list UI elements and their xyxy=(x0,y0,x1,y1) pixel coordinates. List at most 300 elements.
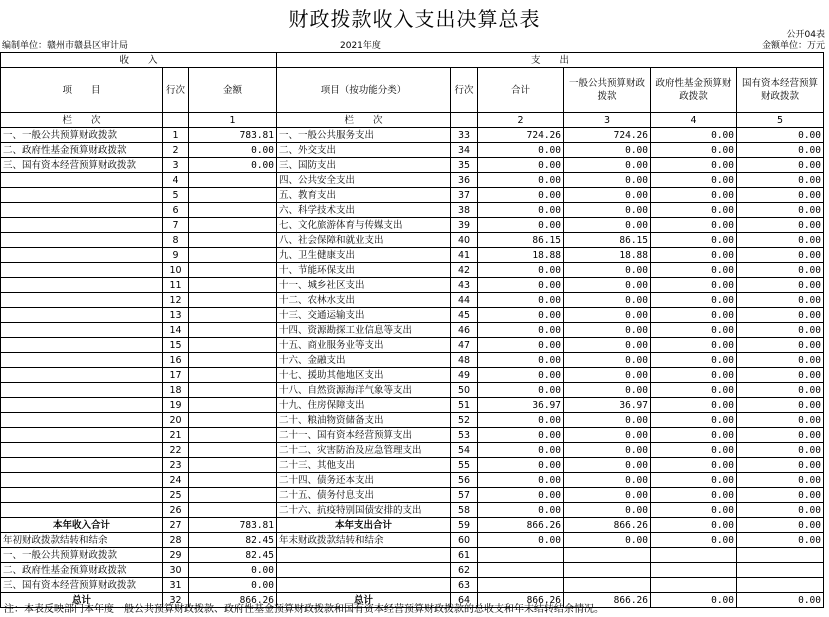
expense-item: 二十五、债务付息支出 xyxy=(277,488,451,503)
general-amount: 0.00 xyxy=(564,338,651,353)
general-amount: 0.00 xyxy=(564,263,651,278)
general-amount: 0.00 xyxy=(564,428,651,443)
income-header: 收 入 xyxy=(1,53,277,68)
expense-line-no: 63 xyxy=(451,578,478,593)
total-amount: 0.00 xyxy=(478,353,564,368)
table-row xyxy=(1,428,824,443)
income-line-no: 9 xyxy=(163,248,189,263)
expense-line-no: 36 xyxy=(451,173,478,188)
income-item xyxy=(1,443,163,458)
total-amount xyxy=(478,563,564,578)
expense-line-no: 60 xyxy=(451,533,478,548)
soe-amount: 0.00 xyxy=(737,473,824,488)
gov-fund-amount: 0.00 xyxy=(651,173,737,188)
income-amount: 0.00 xyxy=(189,563,277,578)
expense-line-no: 62 xyxy=(451,563,478,578)
total-header: 合计 xyxy=(478,68,564,113)
soe-amount: 0.00 xyxy=(737,503,824,518)
soe-amount xyxy=(737,563,824,578)
soe-amount: 0.00 xyxy=(737,518,824,533)
income-line-no: 16 xyxy=(163,353,189,368)
soe-amount: 0.00 xyxy=(737,278,824,293)
expense-line-no: 50 xyxy=(451,383,478,398)
table-row xyxy=(1,488,824,503)
total-amount: 0.00 xyxy=(478,173,564,188)
total-amount: 0.00 xyxy=(478,203,564,218)
expense-line-header: 行次 xyxy=(451,68,478,113)
soe-amount: 0.00 xyxy=(737,443,824,458)
column-blank xyxy=(451,113,478,128)
income-item xyxy=(1,458,163,473)
gov-fund-amount: 0.00 xyxy=(651,338,737,353)
table-row xyxy=(1,143,824,158)
income-item: 二、政府性基金预算财政拨款 xyxy=(1,143,163,158)
expense-item: 三、国防支出 xyxy=(277,158,451,173)
soe-amount: 0.00 xyxy=(737,233,824,248)
income-amount: 783.81 xyxy=(189,128,277,143)
form-code: 公开04表 xyxy=(786,30,825,40)
soe-amount: 0.00 xyxy=(737,293,824,308)
income-item xyxy=(1,413,163,428)
expense-item: 二十四、债务还本支出 xyxy=(277,473,451,488)
total-amount: 0.00 xyxy=(478,533,564,548)
column-5: 5 xyxy=(737,113,824,128)
soe-amount: 0.00 xyxy=(737,128,824,143)
column-3: 3 xyxy=(564,113,651,128)
gov-fund-amount: 0.00 xyxy=(651,218,737,233)
income-line-no: 12 xyxy=(163,293,189,308)
soe-amount: 0.00 xyxy=(737,158,824,173)
soe-amount: 0.00 xyxy=(737,533,824,548)
general-amount: 866.26 xyxy=(564,593,651,608)
expense-item: 四、公共安全支出 xyxy=(277,173,451,188)
total-amount: 0.00 xyxy=(478,263,564,278)
table-row xyxy=(1,233,824,248)
general-amount xyxy=(564,578,651,593)
income-amount xyxy=(189,323,277,338)
soe-amount: 0.00 xyxy=(737,488,824,503)
expense-line-no: 37 xyxy=(451,188,478,203)
table-row xyxy=(1,188,824,203)
general-amount: 0.00 xyxy=(564,413,651,428)
column-label-expense: 栏 次 xyxy=(277,113,451,128)
income-item: 二、政府性基金预算财政拨款 xyxy=(1,563,163,578)
income-item xyxy=(1,233,163,248)
total-amount xyxy=(478,578,564,593)
income-line-no: 32 xyxy=(163,593,189,608)
income-item xyxy=(1,173,163,188)
income-line-no: 15 xyxy=(163,338,189,353)
expense-item: 二十三、其他支出 xyxy=(277,458,451,473)
gov-fund-amount: 0.00 xyxy=(651,188,737,203)
column-2: 2 xyxy=(478,113,564,128)
table-row xyxy=(1,473,824,488)
income-item xyxy=(1,473,163,488)
total-amount: 0.00 xyxy=(478,143,564,158)
income-amount xyxy=(189,413,277,428)
column-1: 1 xyxy=(189,113,277,128)
income-amount xyxy=(189,218,277,233)
expense-item: 十八、自然资源海洋气象等支出 xyxy=(277,383,451,398)
expense-line-no: 64 xyxy=(451,593,478,608)
soe-amount: 0.00 xyxy=(737,383,824,398)
income-item xyxy=(1,353,163,368)
gov-fund-amount: 0.00 xyxy=(651,458,737,473)
income-item xyxy=(1,203,163,218)
income-amount xyxy=(189,353,277,368)
expense-item: 十二、农林水支出 xyxy=(277,293,451,308)
general-amount: 0.00 xyxy=(564,293,651,308)
soe-amount: 0.00 xyxy=(737,353,824,368)
table-row xyxy=(1,443,824,458)
income-item xyxy=(1,503,163,518)
income-line-no: 20 xyxy=(163,413,189,428)
gov-fund-amount: 0.00 xyxy=(651,488,737,503)
income-amount xyxy=(189,173,277,188)
table-row xyxy=(1,503,824,518)
table-row xyxy=(1,548,824,563)
soe-amount: 0.00 xyxy=(737,338,824,353)
expense-item: 二十二、灾害防治及应急管理支出 xyxy=(277,443,451,458)
gov-fund-amount: 0.00 xyxy=(651,323,737,338)
income-item xyxy=(1,263,163,278)
income-line-no: 4 xyxy=(163,173,189,188)
income-item: 一、一般公共预算财政拨款 xyxy=(1,548,163,563)
expense-item: 十三、交通运输支出 xyxy=(277,308,451,323)
gov-fund-amount: 0.00 xyxy=(651,308,737,323)
income-line-no: 22 xyxy=(163,443,189,458)
general-amount: 0.00 xyxy=(564,473,651,488)
column-blank xyxy=(163,113,189,128)
income-item xyxy=(1,218,163,233)
header-row-2 xyxy=(1,68,824,113)
expense-line-no: 44 xyxy=(451,293,478,308)
income-line-no: 5 xyxy=(163,188,189,203)
general-amount: 0.00 xyxy=(564,203,651,218)
income-item xyxy=(1,368,163,383)
total-amount: 866.26 xyxy=(478,518,564,533)
expense-line-no: 49 xyxy=(451,368,478,383)
general-amount: 0.00 xyxy=(564,443,651,458)
income-line-no: 13 xyxy=(163,308,189,323)
income-line-no: 29 xyxy=(163,548,189,563)
income-amount: 866.26 xyxy=(189,593,277,608)
expense-item: 本年支出合计 xyxy=(277,518,451,533)
gov-fund-amount: 0.00 xyxy=(651,503,737,518)
table-row xyxy=(1,413,824,428)
general-amount: 0.00 xyxy=(564,188,651,203)
expense-line-no: 61 xyxy=(451,548,478,563)
income-amount xyxy=(189,383,277,398)
total-amount: 724.26 xyxy=(478,128,564,143)
income-amount xyxy=(189,308,277,323)
table-row xyxy=(1,308,824,323)
expense-item: 十五、商业服务业等支出 xyxy=(277,338,451,353)
expense-item: 八、社会保障和就业支出 xyxy=(277,233,451,248)
income-line-no: 27 xyxy=(163,518,189,533)
general-amount xyxy=(564,563,651,578)
table-row xyxy=(1,248,824,263)
expense-line-no: 40 xyxy=(451,233,478,248)
total-amount: 0.00 xyxy=(478,338,564,353)
soe-amount: 0.00 xyxy=(737,593,824,608)
general-amount: 36.97 xyxy=(564,398,651,413)
soe-amount xyxy=(737,578,824,593)
total-amount: 0.00 xyxy=(478,428,564,443)
income-item xyxy=(1,248,163,263)
currency-unit: 金额单位：万元 xyxy=(761,41,825,51)
gov-fund-header: 政府性基金预算财政拨款 xyxy=(651,68,737,113)
gov-fund-amount: 0.00 xyxy=(651,398,737,413)
income-amount-header: 金额 xyxy=(189,68,277,113)
gov-fund-amount: 0.00 xyxy=(651,593,737,608)
expense-item xyxy=(277,548,451,563)
total-amount: 0.00 xyxy=(478,323,564,338)
income-line-no: 3 xyxy=(163,158,189,173)
soe-amount: 0.00 xyxy=(737,203,824,218)
table-row xyxy=(1,533,824,548)
income-line-no: 18 xyxy=(163,383,189,398)
soe-amount: 0.00 xyxy=(737,368,824,383)
footnote: 注：本表反映部门本年度一般公共预算财政拨款、政府性基金预算财政拨款和国有资本经营预算财政拨款的总收支和年末结转结余情况。 xyxy=(4,604,604,615)
expense-item: 二、外交支出 xyxy=(277,143,451,158)
table-row xyxy=(1,218,824,233)
expense-item: 九、卫生健康支出 xyxy=(277,248,451,263)
table-row xyxy=(1,203,824,218)
expense-line-no: 58 xyxy=(451,503,478,518)
gov-fund-amount: 0.00 xyxy=(651,203,737,218)
income-amount: 0.00 xyxy=(189,143,277,158)
income-line-no: 14 xyxy=(163,323,189,338)
expense-item: 七、文化旅游体育与传媒支出 xyxy=(277,218,451,233)
income-item: 年初财政拨款结转和结余 xyxy=(1,533,163,548)
income-line-no: 25 xyxy=(163,488,189,503)
report-title: 财政拨款收入支出决算总表 xyxy=(288,7,541,31)
expense-item: 十四、资源勘探工业信息等支出 xyxy=(277,323,451,338)
expense-header: 支 出 xyxy=(277,53,824,68)
income-amount xyxy=(189,248,277,263)
total-amount: 0.00 xyxy=(478,158,564,173)
general-amount: 0.00 xyxy=(564,143,651,158)
total-amount: 86.15 xyxy=(478,233,564,248)
expense-line-no: 38 xyxy=(451,203,478,218)
general-amount: 0.00 xyxy=(564,158,651,173)
table-row xyxy=(1,263,824,278)
expense-item: 二十、粮油物资储备支出 xyxy=(277,413,451,428)
income-item xyxy=(1,338,163,353)
total-amount: 18.88 xyxy=(478,248,564,263)
soe-amount: 0.00 xyxy=(737,188,824,203)
gov-fund-amount: 0.00 xyxy=(651,143,737,158)
general-amount: 724.26 xyxy=(564,128,651,143)
gov-fund-amount xyxy=(651,563,737,578)
gov-fund-amount: 0.00 xyxy=(651,128,737,143)
table-row xyxy=(1,338,824,353)
expense-item: 十七、援助其他地区支出 xyxy=(277,368,451,383)
table-row xyxy=(1,458,824,473)
expense-item: 年末财政拨款结转和结余 xyxy=(277,533,451,548)
total-amount: 0.00 xyxy=(478,293,564,308)
income-line-no: 7 xyxy=(163,218,189,233)
expense-item xyxy=(277,563,451,578)
table-row xyxy=(1,128,824,143)
total-amount: 0.00 xyxy=(478,188,564,203)
total-amount: 0.00 xyxy=(478,488,564,503)
table-row xyxy=(1,158,824,173)
total-amount: 0.00 xyxy=(478,218,564,233)
income-amount: 0.00 xyxy=(189,158,277,173)
income-line-no: 11 xyxy=(163,278,189,293)
expense-line-no: 54 xyxy=(451,443,478,458)
income-line-no: 28 xyxy=(163,533,189,548)
income-amount xyxy=(189,338,277,353)
expense-line-no: 34 xyxy=(451,143,478,158)
income-item xyxy=(1,428,163,443)
general-amount: 0.00 xyxy=(564,383,651,398)
income-item xyxy=(1,323,163,338)
income-line-no: 31 xyxy=(163,578,189,593)
expense-item-header: 项目（按功能分类） xyxy=(277,68,451,113)
expense-item: 十九、住房保障支出 xyxy=(277,398,451,413)
gov-fund-amount: 0.00 xyxy=(651,473,737,488)
income-line-no: 19 xyxy=(163,398,189,413)
income-amount: 0.00 xyxy=(189,578,277,593)
general-amount: 0.00 xyxy=(564,503,651,518)
soe-amount: 0.00 xyxy=(737,323,824,338)
gov-fund-amount: 0.00 xyxy=(651,293,737,308)
general-amount: 0.00 xyxy=(564,308,651,323)
income-item xyxy=(1,383,163,398)
total-amount: 0.00 xyxy=(478,473,564,488)
budget-table xyxy=(0,52,824,608)
table-row xyxy=(1,563,824,578)
soe-amount: 0.00 xyxy=(737,248,824,263)
income-line-no: 30 xyxy=(163,563,189,578)
general-amount xyxy=(564,548,651,563)
gov-fund-amount: 0.00 xyxy=(651,383,737,398)
gov-fund-amount: 0.00 xyxy=(651,278,737,293)
income-amount xyxy=(189,188,277,203)
expense-item: 十六、金融支出 xyxy=(277,353,451,368)
general-amount: 0.00 xyxy=(564,533,651,548)
table-row xyxy=(1,383,824,398)
gov-fund-amount: 0.00 xyxy=(651,158,737,173)
table-row xyxy=(1,518,824,533)
total-amount xyxy=(478,548,564,563)
gov-fund-amount: 0.00 xyxy=(651,518,737,533)
soe-amount: 0.00 xyxy=(737,413,824,428)
total-amount: 0.00 xyxy=(478,308,564,323)
general-amount: 0.00 xyxy=(564,488,651,503)
income-item: 本年收入合计 xyxy=(1,518,163,533)
general-amount: 0.00 xyxy=(564,218,651,233)
income-item: 三、国有资本经营预算财政拨款 xyxy=(1,578,163,593)
income-line-no: 21 xyxy=(163,428,189,443)
soe-amount: 0.00 xyxy=(737,143,824,158)
expense-item xyxy=(277,578,451,593)
general-amount: 0.00 xyxy=(564,368,651,383)
income-amount: 783.81 xyxy=(189,518,277,533)
income-line-no: 6 xyxy=(163,203,189,218)
income-item xyxy=(1,308,163,323)
gov-fund-amount xyxy=(651,548,737,563)
soe-amount: 0.00 xyxy=(737,428,824,443)
expense-line-no: 51 xyxy=(451,398,478,413)
gov-fund-amount xyxy=(651,578,737,593)
expense-item: 五、教育支出 xyxy=(277,188,451,203)
column-index-row xyxy=(1,113,824,128)
general-amount: 0.00 xyxy=(564,458,651,473)
gov-fund-amount: 0.00 xyxy=(651,368,737,383)
income-amount: 82.45 xyxy=(189,548,277,563)
income-amount xyxy=(189,203,277,218)
unit-label: 编制单位：赣州市赣县区审计局 xyxy=(2,41,129,51)
income-line-no: 23 xyxy=(163,458,189,473)
gov-fund-amount: 0.00 xyxy=(651,413,737,428)
expense-line-no: 46 xyxy=(451,323,478,338)
general-amount: 0.00 xyxy=(564,353,651,368)
general-amount: 0.00 xyxy=(564,323,651,338)
table-row xyxy=(1,293,824,308)
expense-item: 六、科学技术支出 xyxy=(277,203,451,218)
expense-line-no: 55 xyxy=(451,458,478,473)
income-item xyxy=(1,398,163,413)
total-amount: 0.00 xyxy=(478,413,564,428)
soe-amount: 0.00 xyxy=(737,263,824,278)
income-item: 总计 xyxy=(1,593,163,608)
income-line-no: 1 xyxy=(163,128,189,143)
expense-line-no: 39 xyxy=(451,218,478,233)
gov-fund-amount: 0.00 xyxy=(651,263,737,278)
total-amount: 0.00 xyxy=(478,368,564,383)
general-amount: 0.00 xyxy=(564,278,651,293)
total-amount: 0.00 xyxy=(478,443,564,458)
expense-line-no: 42 xyxy=(451,263,478,278)
income-amount xyxy=(189,488,277,503)
income-amount xyxy=(189,458,277,473)
expense-line-no: 45 xyxy=(451,308,478,323)
income-amount xyxy=(189,473,277,488)
expense-line-no: 53 xyxy=(451,428,478,443)
income-line-no: 8 xyxy=(163,233,189,248)
total-amount: 0.00 xyxy=(478,458,564,473)
general-amount: 86.15 xyxy=(564,233,651,248)
income-line-no: 24 xyxy=(163,473,189,488)
gov-fund-amount: 0.00 xyxy=(651,233,737,248)
income-amount xyxy=(189,293,277,308)
column-label: 栏 次 xyxy=(1,113,163,128)
gov-fund-amount: 0.00 xyxy=(651,428,737,443)
soe-amount xyxy=(737,548,824,563)
income-line-no: 17 xyxy=(163,368,189,383)
soe-amount: 0.00 xyxy=(737,398,824,413)
column-4: 4 xyxy=(651,113,737,128)
expense-line-no: 35 xyxy=(451,158,478,173)
expense-item: 二十六、抗疫特别国债安排的支出 xyxy=(277,503,451,518)
table-row xyxy=(1,278,824,293)
income-amount xyxy=(189,398,277,413)
total-amount: 866.26 xyxy=(478,593,564,608)
total-amount: 36.97 xyxy=(478,398,564,413)
gov-fund-amount: 0.00 xyxy=(651,443,737,458)
expense-item: 二十一、国有资本经营预算支出 xyxy=(277,428,451,443)
header-row-1 xyxy=(1,53,824,68)
expense-line-no: 48 xyxy=(451,353,478,368)
income-line-header: 行次 xyxy=(163,68,189,113)
expense-line-no: 47 xyxy=(451,338,478,353)
income-line-no: 26 xyxy=(163,503,189,518)
general-amount: 866.26 xyxy=(564,518,651,533)
